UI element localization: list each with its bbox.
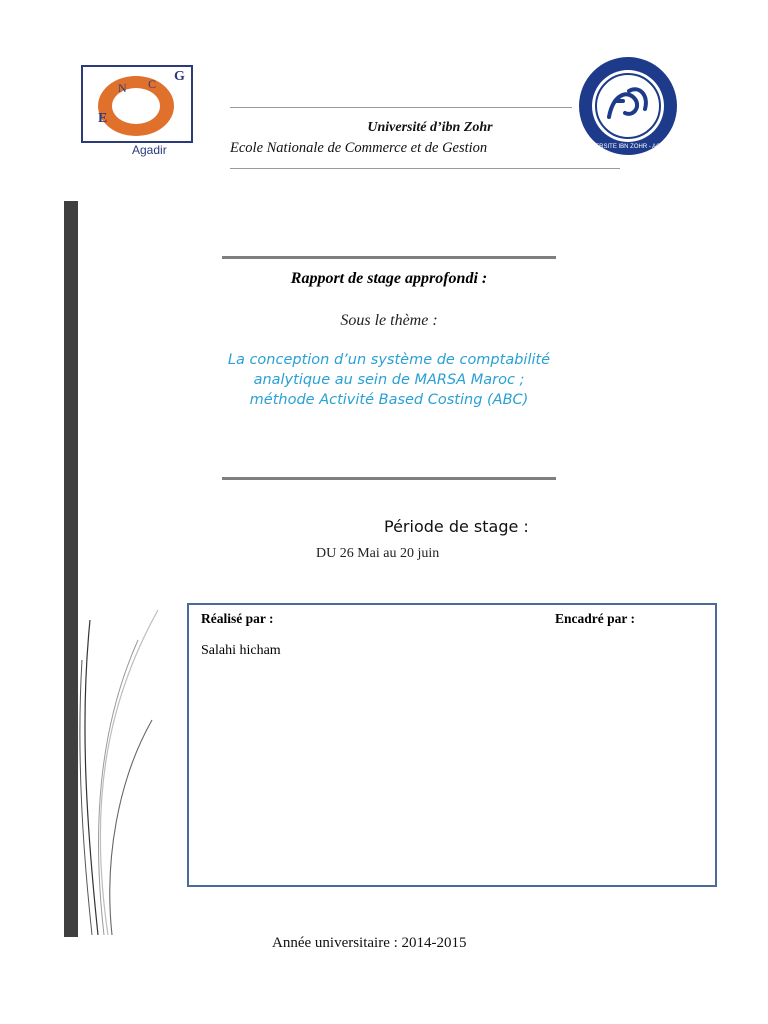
svg-text:G: G [174,69,185,84]
realise-par-label: Réalisé par : [201,611,274,626]
side-decorative-bar [64,201,78,937]
svg-text:E: E [98,111,108,126]
theme-label: Sous le thème : [340,312,438,329]
title-top-rule [222,256,556,259]
decorative-curves [78,600,178,940]
school-name: Ecole Nationale de Commerce et de Gestion [230,140,488,156]
university-name: Université d’ibn Zohr [367,120,493,135]
encg-logo [80,62,198,158]
university-seal-logo [569,55,687,157]
report-title: Rapport de stage approfondi : [290,270,488,287]
header-bottom-rule [230,168,620,169]
svg-text:UNIVERSITE IBN ZOHR - AGADIR: UNIVERSITE IBN ZOHR - AGADIR [580,144,676,150]
svg-text:C: C [148,77,157,91]
theme-title: La conception d’un système de comptabilité analytique au sein de MARSA Maroc ; méthode Activité Based Costing (ABC) [227,352,551,408]
period-label: Période de stage : [384,517,529,536]
authors-box [187,603,717,887]
header-top-rule [230,107,572,108]
academic-year: Année universitaire : 2014-2015 [272,935,467,951]
student-name: Salahi hicham [201,643,281,658]
encg-logo-city: Agadir [132,143,167,157]
period-value: DU 26 Mai au 20 juin [316,546,440,561]
svg-text:N: N [118,81,127,95]
title-bottom-rule [222,477,556,480]
encadre-par-label: Encadré par : [555,611,635,626]
